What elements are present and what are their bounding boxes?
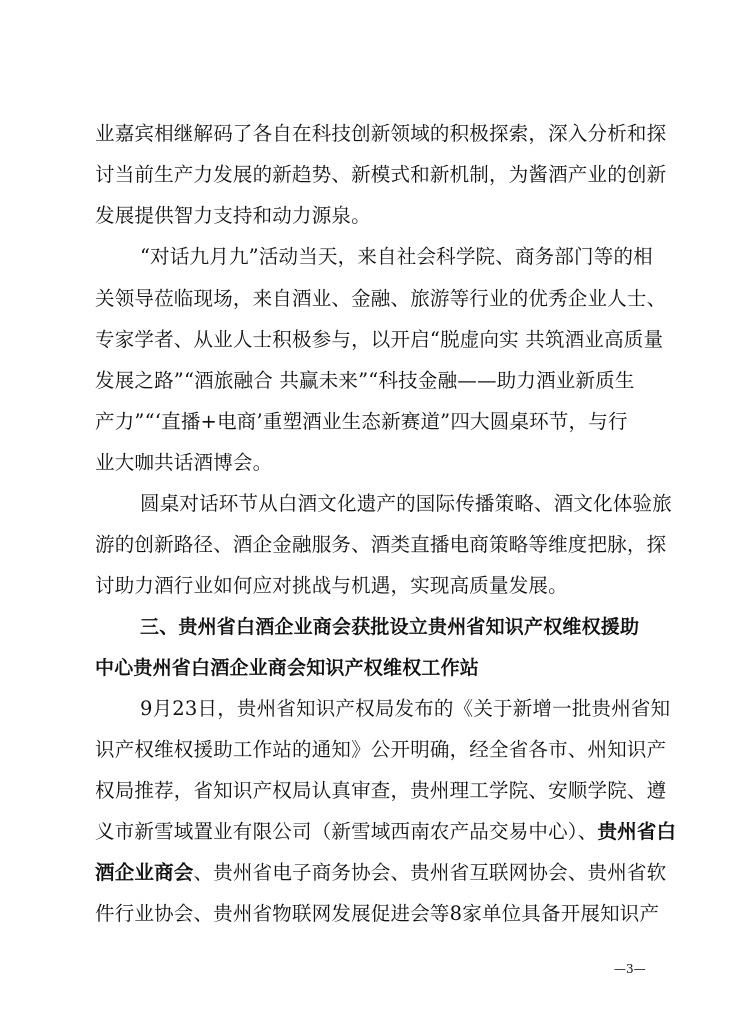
page-number: —3— <box>614 962 646 976</box>
paragraph-2-line-1: “对话九月九”活动当天，来自社会科学院、商务部门等的相 <box>140 245 653 268</box>
paragraph-2-line-6: 业大咖共话酒博会。 <box>95 451 273 474</box>
paragraph-2-line-2: 关领导莅临现场，来自酒业、金融、旅游等行业的优秀企业人士、 <box>95 287 667 310</box>
paragraph-1-line-1: 业嘉宾相继解码了各自在科技创新领域的积极探索，深入分析和探 <box>95 122 667 145</box>
paragraph-4-line-4 <box>95 820 677 846</box>
paragraph-1-line-3: 发展提供智力支持和动力源泉。 <box>95 204 371 227</box>
paragraph-4-line-1: 9月23日，贵州省知识产权局发布的《关于新增一批贵州省知 <box>140 697 671 720</box>
section-heading-line-2: 中心贵州省白酒企业商会知识产权维权工作站 <box>95 657 480 679</box>
paragraph-2-line-5: 产力”“‘直播+电商’重塑酒业生态新赛道”四大圆桌环节，与行 <box>95 410 628 433</box>
paragraph-4-line-4-bold: 贵州省白 <box>597 820 677 843</box>
paragraph-4-line-5 <box>95 861 667 887</box>
paragraph-1-line-2: 讨当前生产力发展的新趋势、新模式和新机制，为酱酒产业的创新 <box>95 163 667 186</box>
paragraph-4-line-5-text: 、贵州省电子商务协会、贵州省互联网协会、贵州省软 <box>193 861 667 884</box>
paragraph-4-line-3: 权局推荐，省知识产权局认真审查，贵州理工学院、安顺学院、遵 <box>95 779 667 802</box>
paragraph-2-line-4: 发展之路”“酒旅融合 共赢未来”“科技金融——助力酒业新质生 <box>95 369 635 392</box>
paragraph-4-line-2: 识产权维权援助工作站的通知》公开明确，经全省各市、州知识产 <box>95 738 667 761</box>
paragraph-2-line-3: 专家学者、从业人士积极参与，以开启“脱虚向实 共筑酒业高质量 <box>95 328 664 351</box>
paragraph-3-line-3: 讨助力酒行业如何应对挑战与机遇，实现高质量发展。 <box>95 574 568 597</box>
section-heading-line-1: 三、贵州省白酒企业商会获批设立贵州省知识产权维权援助 <box>140 616 640 638</box>
paragraph-3-line-1: 圆桌对话环节从白酒文化遗产的国际传播策略、酒文化体验旅 <box>140 492 672 515</box>
paragraph-3-line-2: 游的创新路径、酒企金融服务、酒类直播电商策略等维度把脉，探 <box>95 533 667 556</box>
paragraph-4-line-5-bold: 酒企业商会 <box>95 861 194 884</box>
paragraph-4-line-6: 件行业协会、贵州省物联网发展促进会等8家单位具备开展知识产 <box>95 902 660 925</box>
paragraph-4-line-4-text: 义市新雪域置业有限公司（新雪域西南农产品交易中心）、 <box>95 820 598 843</box>
